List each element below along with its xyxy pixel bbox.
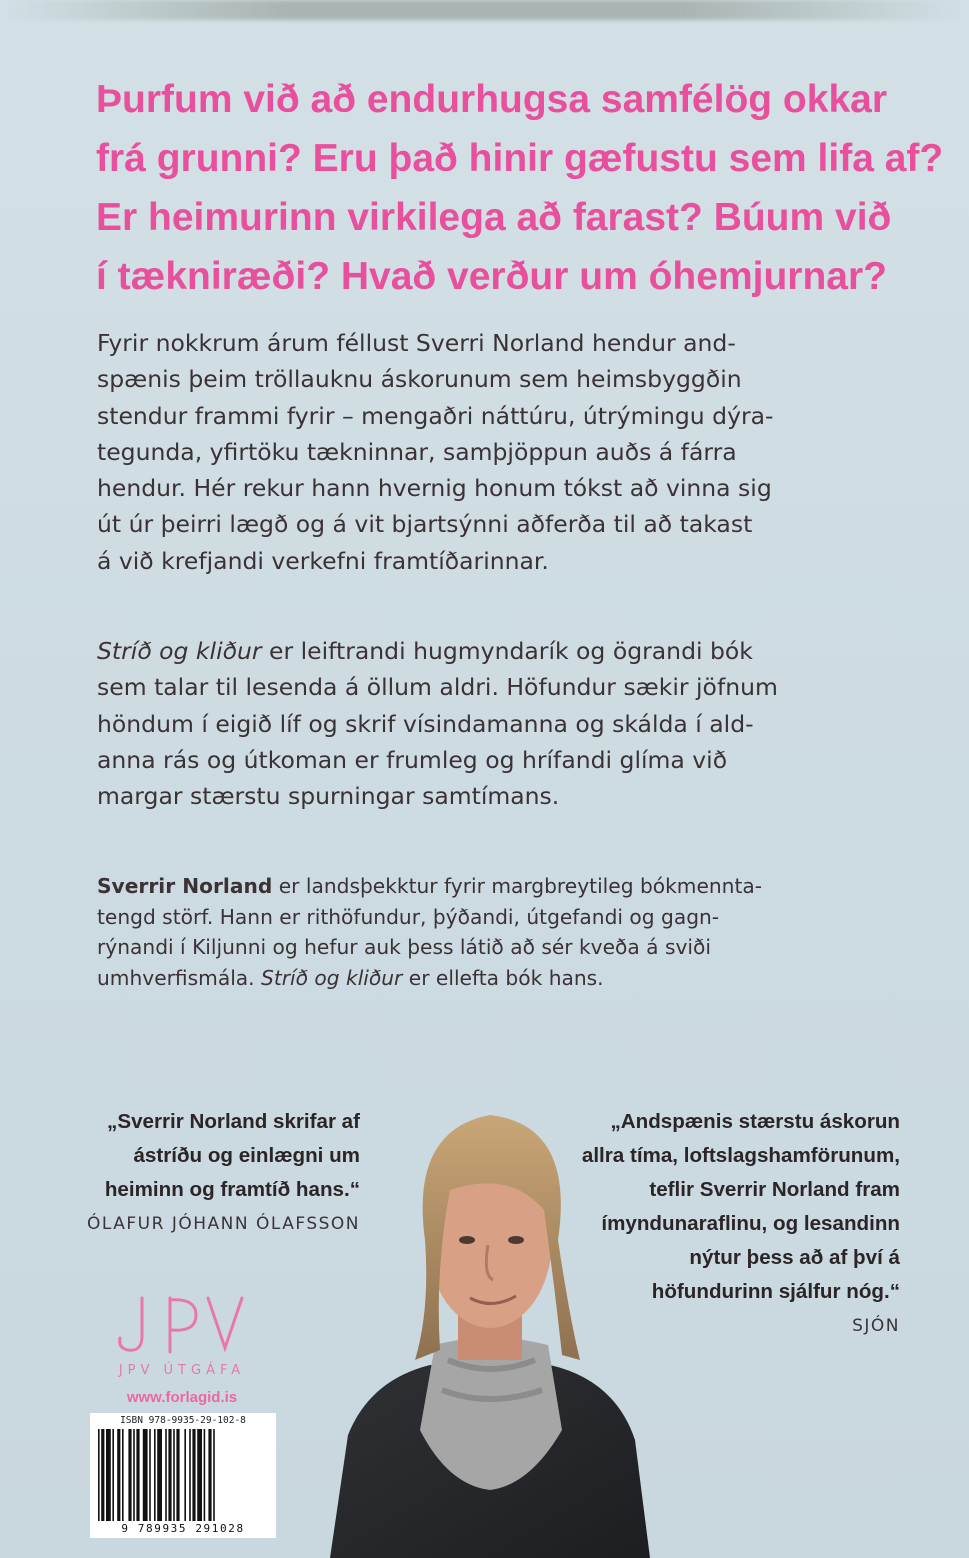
quote-line: heiminn og framtíð hans.“ [104, 1178, 360, 1201]
publisher-website: www.forlagid.is [126, 1389, 238, 1406]
quote-line: nýtur þess að af því á [689, 1246, 900, 1269]
quote-line: „Sverrir Norland skrifar af [107, 1110, 360, 1133]
paragraph-line: spænis þeim tröllauknu áskorunum sem heimsbyggðin [97, 365, 742, 394]
quote-line: teflir Sverrir Norland fram [649, 1178, 900, 1201]
headline-line: frá grunni? Eru það hinir gæfustu sem lifa af? [96, 137, 944, 180]
isbn-label: ISBN 978-9935-29-102-8 [120, 1415, 246, 1426]
quote-line: allra tíma, loftslagshamförunum, [581, 1144, 900, 1167]
headline-line: Er heimurinn virkilega að farast? Búum við [96, 196, 892, 239]
headline-line: Þurfum við að endurhugsa samfélög okkar [96, 78, 888, 121]
paragraph-line: hendur. Hér rekur hann hvernig honum tókst að vinna sig [97, 474, 772, 503]
author-name-bold: Sverrir Norland [97, 874, 273, 898]
paragraph-line: höndum í eigið líf og skrif vísindamanna og skálda í ald- [97, 709, 754, 738]
book-summary-paragraph [97, 633, 877, 814]
barcode-digits: 9 789935 291028 [121, 1522, 245, 1535]
author-bio-paragraph [97, 871, 877, 993]
cover-top-shadow [0, 0, 969, 20]
paragraph-line: sem talar til lesenda á öllum aldri. Höfundur sækir jöfnum [97, 673, 778, 702]
quote-attribution: SJÓN [852, 1316, 900, 1336]
paragraph-line: á við krefjandi verkefni framtíðarinnar. [97, 546, 549, 575]
quote-line: ástríðu og einlægni um [133, 1144, 360, 1167]
review-quote-left [60, 1105, 360, 1241]
headline [96, 70, 944, 306]
paragraph-text: umhverfismála. [97, 965, 262, 990]
paragraph-text: er landsþekktur fyrir margbreytileg bókmennta- [272, 874, 763, 898]
paragraph-line [97, 963, 877, 994]
paragraph-line [97, 633, 877, 669]
paragraph-line: anna rás og útkoman er frumleg og hrífandi glíma við [97, 745, 728, 774]
publisher-name: JPV ÚTGÁFA [118, 1363, 246, 1378]
quote-line: höfundurinn sjálfur nóg.“ [651, 1280, 900, 1303]
paragraph-line [97, 871, 877, 902]
paragraph-line: margar stærstu spurningar samtímans. [97, 782, 560, 811]
description-paragraph [97, 325, 877, 579]
paragraph-line: tegunda, yfirtöku tækninnar, samþjöppun auðs á fárra [97, 437, 737, 466]
quote-line: ímyndunaraflinu, og lesandinn [601, 1212, 900, 1235]
paragraph-text: er ellefta bók hans. [402, 965, 604, 990]
book-title-italic: Stríð og kliður [97, 637, 262, 665]
jpv-logo [100, 1290, 270, 1360]
barcode [90, 1413, 276, 1538]
paragraph-line: tengd störf. Hann er rithöfundur, þýðandi, útgefandi og gagn- [97, 904, 720, 929]
review-quote-right [570, 1105, 900, 1343]
quote-attribution: ÓLAFUR JÓHANN ÓLAFSSON [87, 1214, 360, 1234]
paragraph-line: rýnandi í Kiljunni og hefur auk þess látið að sér kveða á sviði [97, 935, 712, 960]
quote-line: „Andspænis stærstu áskorun [610, 1110, 900, 1133]
barcode-bars [98, 1429, 268, 1521]
paragraph-line: Fyrir nokkrum árum féllust Sverri Norland hendur and- [97, 329, 736, 357]
paragraph-line: stendur frammi fyrir – mengaðri náttúru, útrýmingu dýra- [97, 401, 774, 430]
paragraph-text: er leiftrandi hugmyndarík og ögrandi bók [261, 637, 753, 665]
paragraph-line: út úr þeirri lægð og á vit bjartsýnni aðferða til að takast [97, 510, 753, 539]
book-title-italic: Stríð og kliður [261, 965, 403, 990]
headline-line: í tækniræði? Hvað verður um óhemjurnar? [96, 255, 887, 298]
